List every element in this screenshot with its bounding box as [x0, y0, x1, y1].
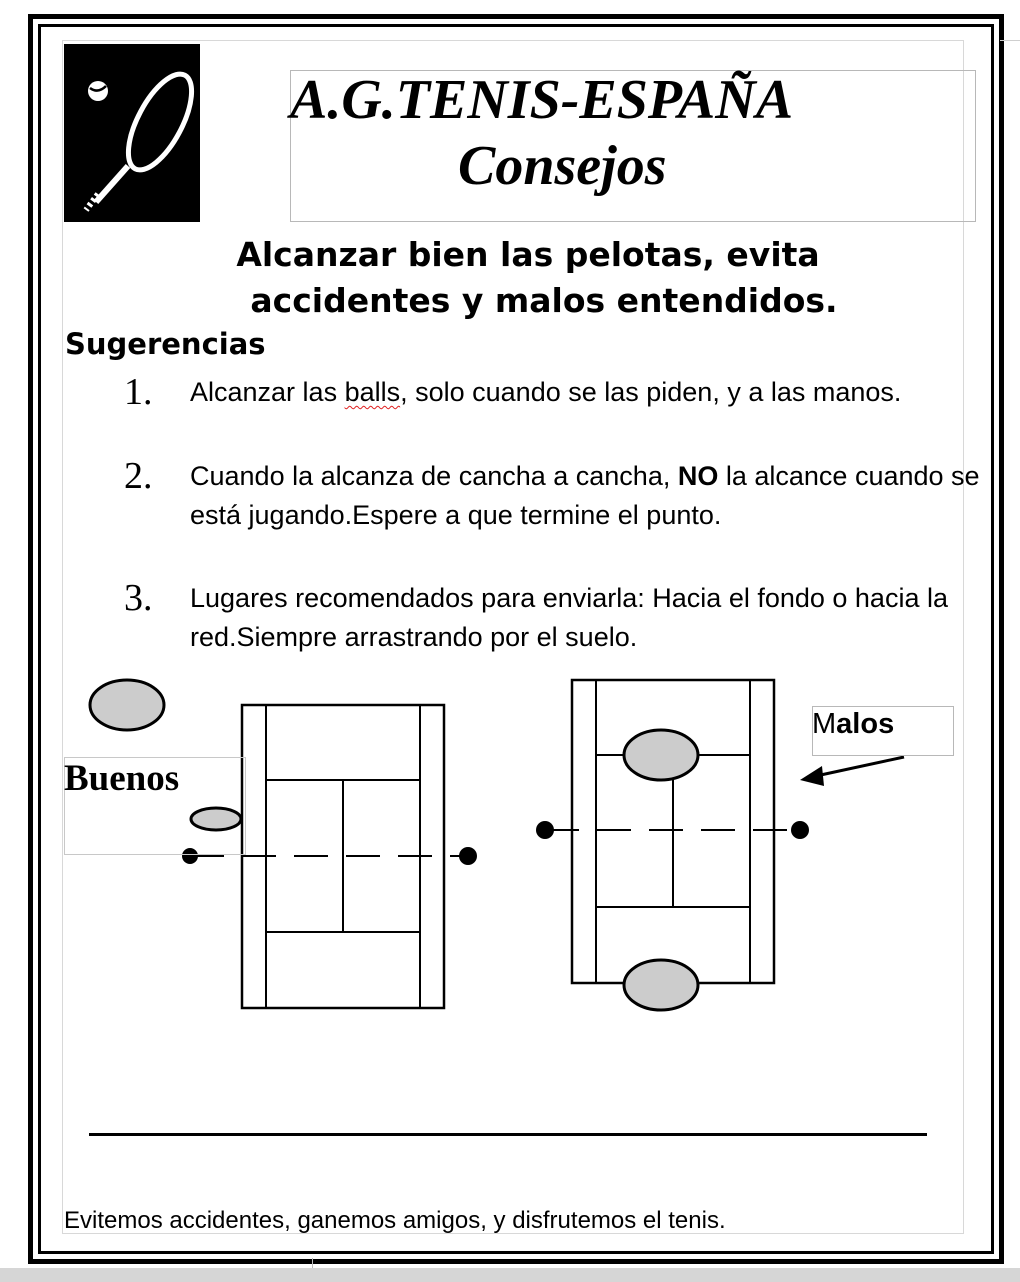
suggestions-heading: Sugerencias — [65, 327, 266, 361]
footer-text: Evitemos accidentes, ganemos amigos, y disfrutemos el tenis. — [64, 1207, 726, 1234]
headline-line-2: accidentes y malos entendidos. — [250, 281, 838, 320]
court-bad — [545, 680, 800, 983]
list-item-text: Alcanzar las — [190, 377, 345, 407]
emphasis-text: NO — [677, 461, 719, 491]
net-post — [459, 847, 477, 865]
good-label: Buenos — [64, 758, 180, 799]
list-item-text: , solo cuando se las piden, y a las manos. — [400, 377, 902, 407]
list-number: 3. — [124, 577, 153, 619]
footer-divider — [89, 1133, 927, 1136]
list-number: 1. — [124, 371, 153, 413]
bad-label-rest: alos — [836, 708, 895, 740]
page-title: A.G.TENIS-ESPAÑA — [290, 69, 794, 131]
ball — [624, 960, 698, 1010]
net-post — [536, 821, 554, 839]
arrowhead-icon — [800, 766, 824, 786]
spelling-flagged-word[interactable]: balls — [344, 377, 401, 407]
arrow-line — [816, 757, 904, 776]
net-post — [791, 821, 809, 839]
ball — [624, 730, 698, 780]
list-item-text: Cuando la alcanza de cancha a cancha, — [190, 461, 678, 491]
list-item-text: la alcance cuando se está jugando.Espere a que termine el punto. — [190, 461, 980, 530]
bad-label-prefix: M — [812, 708, 837, 740]
page-subtitle: Consejos — [458, 135, 667, 197]
court-good — [190, 705, 468, 1008]
list-item-text: Lugares recomendados para enviarla: Hacia el fondo o hacia la red.Siempre arrastrando por el suelo. — [190, 583, 948, 652]
headline-line-1: Alcanzar bien las pelotas, evita — [236, 235, 820, 274]
list-number: 2. — [124, 455, 153, 497]
bad-label — [812, 704, 894, 744]
ball — [90, 680, 164, 730]
